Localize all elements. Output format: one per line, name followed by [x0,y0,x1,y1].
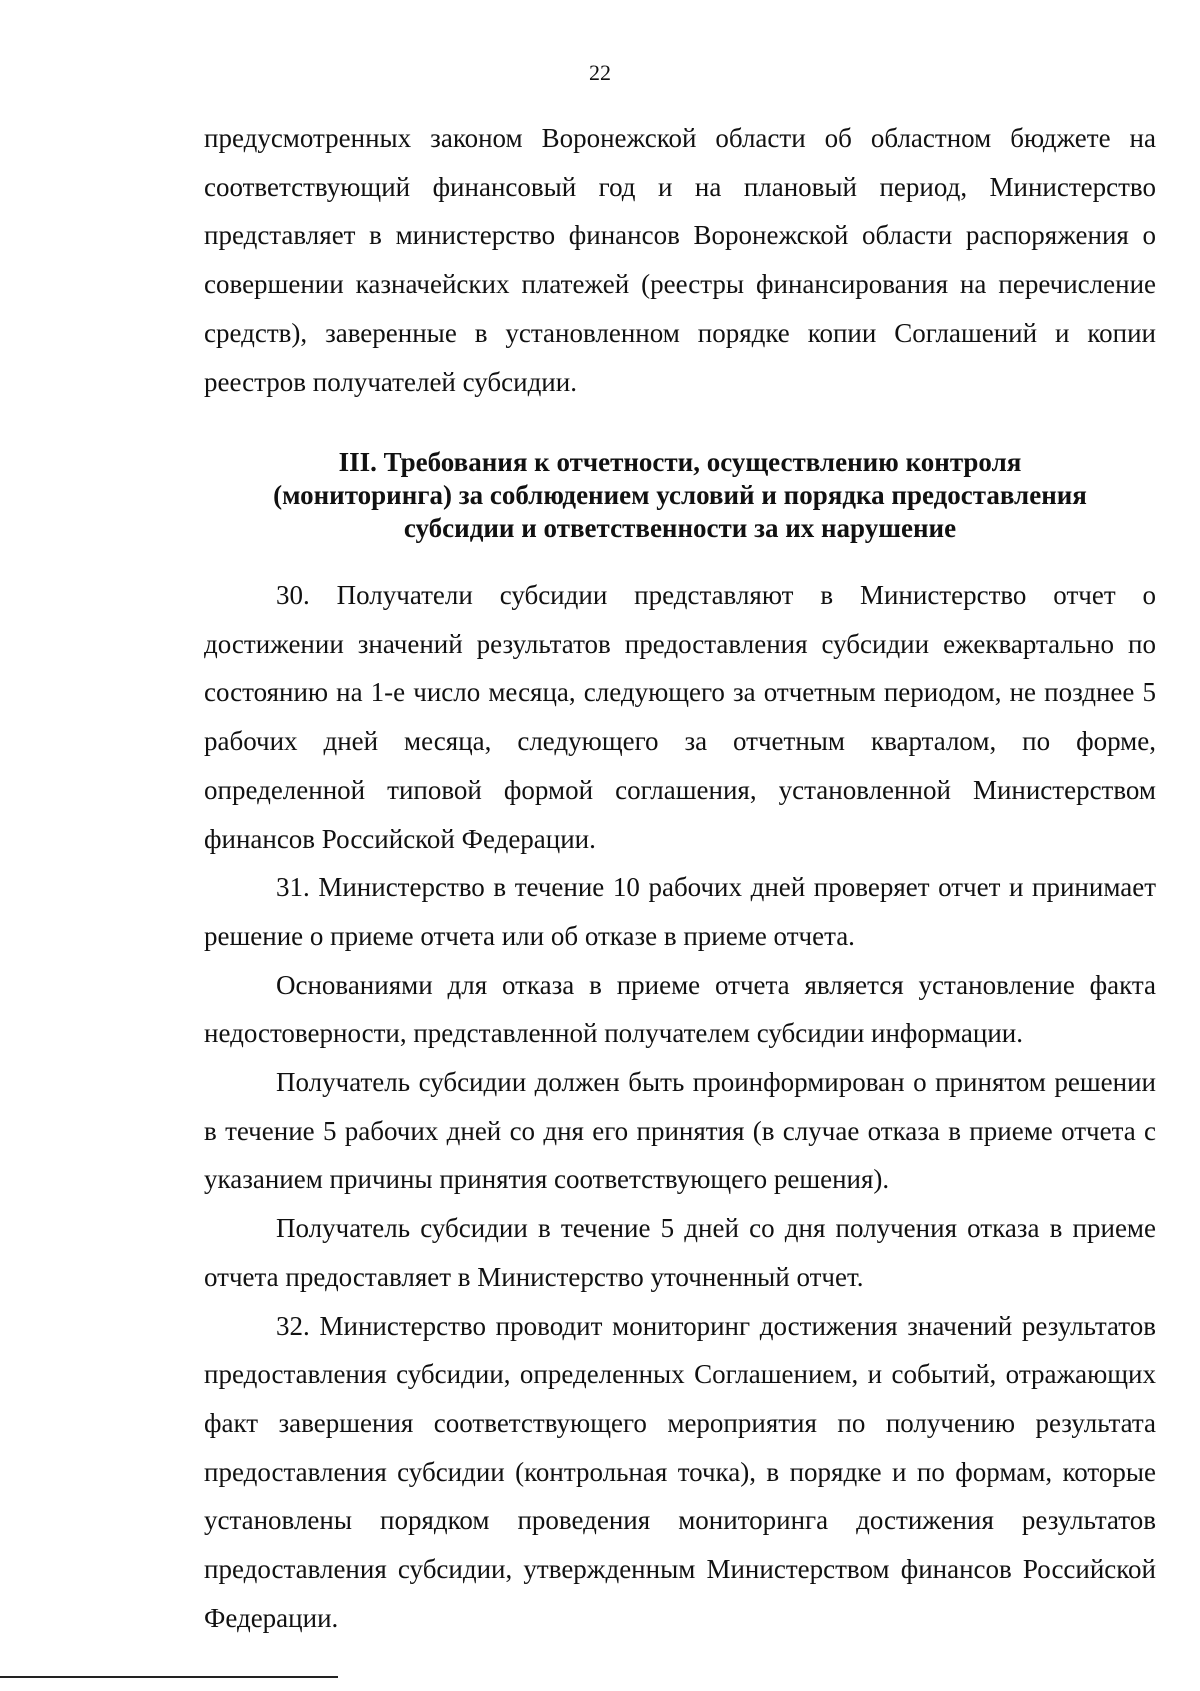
section-body [204,571,1156,1642]
continuation-paragraph: предусмотренных законом Воронежской области об областном бюджете на соответствующий финансовый год и на плановый период, Министерство представляет в министерство финансов Воронежской области распоряжения о совершении казначейских платежей (реестры финансирования на перечисление средств), заверенные в установленном порядке копии Соглашений и копии реестров получателей субсидии. [204,123,1156,397]
page-number: 22 [589,60,611,85]
paragraph-31: 31. Министерство в течение 10 рабочих дней проверяет отчет и принимает решение о приеме отчета или об отказе в приеме отчета. [204,872,1156,951]
section-heading-line-2: (мониторинга) за соблюдением условий и порядка предоставления [273,480,1087,510]
paragraph-32: 32. Министерство проводит мониторинг достижения значений результатов предоставления субсидии, определенных Соглашением, и событий, отражающих факт завершения соответствующего мероприятия по получению результата предоставления субсидии (контрольная точка), в порядке и по формам, которые установлены порядком проведения мониторинга достижения результатов предоставления субсидии, утвержденным Министерством финансов Российской Федерации. [204,1310,1156,1633]
paragraph-notification: Получатель субсидии должен быть проинформирован о принятом решении в течение 5 рабочих дней со дня его принятия (в случае отказа в приеме отчета с указанием причины принятия соответствующего решения). [204,1067,1156,1195]
section-heading-line-1: III. Требования к отчетности, осуществлению контроля [338,447,1022,477]
section-heading [220,446,1140,545]
footer-divider [0,1676,338,1678]
paragraph-corrected-report: Получатель субсидии в течение 5 дней со дня получения отказа в приеме отчета предоставляет в Министерство уточненный отчет. [204,1213,1156,1292]
paragraph-30: 30. Получатели субсидии представляют в Министерство отчет о достижении значений результатов предоставления субсидии ежеквартально по состоянию на 1-е число месяца, следующего за отчетным периодом, не позднее 5 рабочих дней месяца, следующего за отчетным кварталом, по форме, определенной типовой формой соглашения, установленной Министерством финансов Российской Федерации. [204,580,1156,854]
paragraph-refusal-grounds: Основаниями для отказа в приеме отчета является установление факта недостоверности, представленной получателем субсидии информации. [204,969,1156,1049]
section-heading-line-3: субсидии и ответственности за их нарушение [403,513,957,543]
continuation-block [204,114,1156,406]
